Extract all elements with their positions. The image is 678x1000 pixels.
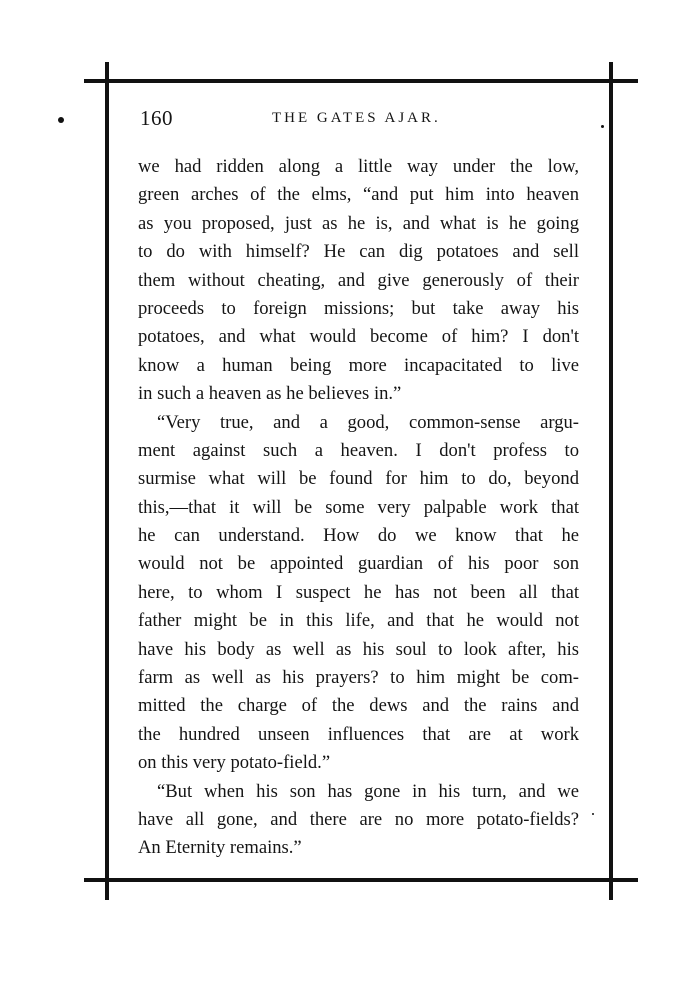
text-line: father might be in this life, and that he would not	[138, 610, 579, 632]
right-border-rule	[609, 62, 613, 900]
text-line: have his body as well as his soul to look after, his	[138, 638, 579, 660]
text-line: “Very true, and a good, common-sense argu-	[157, 411, 579, 433]
text-line: know a human being more incapacitated to live	[138, 354, 579, 376]
text-line: “But when his son has gone in his turn, and we	[157, 780, 579, 802]
text-line: we had ridden along a little way under the low,	[138, 156, 579, 177]
body-text	[138, 153, 579, 863]
text-line: green arches of the elms, “and put him into heaven	[138, 184, 579, 206]
top-border-rule	[84, 79, 638, 83]
text-line: ment against such a heaven. I don't profess to	[138, 439, 579, 461]
text-line: surmise what will be found for him to do, beyond	[138, 468, 579, 490]
ink-speck	[592, 813, 594, 815]
text-line: on this very potato-field.”	[138, 752, 331, 774]
book-title: THE GATES AJAR.	[272, 110, 441, 126]
left-border-rule	[105, 62, 109, 900]
bottom-border-rule	[84, 878, 638, 882]
running-head	[138, 106, 578, 136]
text-line: in such a heaven as he believes in.”	[138, 383, 402, 405]
page-number: 160	[140, 106, 173, 130]
text-line: to do with himself? He can dig potatoes and sell	[138, 241, 579, 263]
text-line: them without cheating, and give generously of their	[138, 269, 579, 291]
text-line: have all gone, and there are no more potato-fields?	[138, 808, 579, 830]
text-line: proceeds to foreign missions; but take away his	[138, 297, 579, 319]
text-line: here, to whom I suspect he has not been all that	[138, 581, 579, 603]
text-line: this,—that it will be some very palpable work that	[138, 496, 579, 518]
text-line: mitted the charge of the dews and the rains and	[138, 695, 579, 717]
text-line: An Eternity remains.”	[138, 837, 302, 859]
text-line: the hundred unseen influences that are at work	[138, 723, 579, 745]
ink-speck	[601, 125, 604, 128]
ink-speck	[58, 117, 64, 123]
text-line: would not be appointed guardian of his poor son	[138, 553, 579, 575]
text-line: he can understand. How do we know that he	[138, 525, 579, 547]
text-line: farm as well as his prayers? to him might be com-	[138, 667, 579, 689]
text-line: potatoes, and what would become of him? I don't	[138, 326, 579, 348]
text-line: as you proposed, just as he is, and what is he going	[138, 212, 579, 234]
